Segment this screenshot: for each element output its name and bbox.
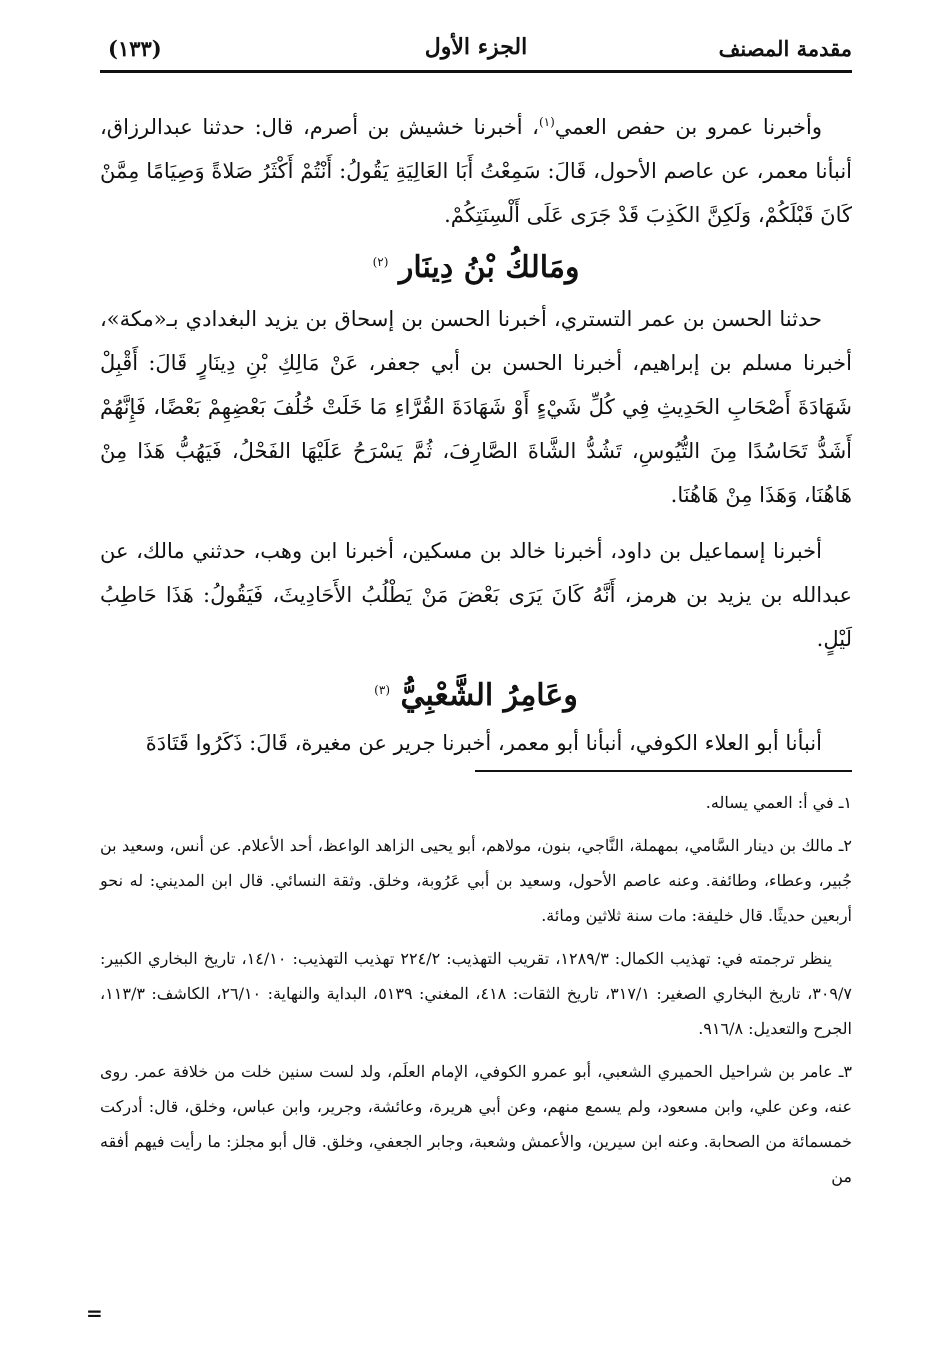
section-title-shabi <box>100 665 852 721</box>
footnote-ref-2[interactable]: (٢) <box>372 255 389 269</box>
paragraph-2: حدثنا الحسن بن عمر التستري، أخبرنا الحسن بن إسحاق بن يزيد البغدادي بـ«مكة»، أخبرنا مسلم بن إبراهيم، أخبرنا الحسن بن أبي جعفر، عَنْ مَالِكِ بْنِ دِينَارٍ قَالَ: أَقْبِلْ شَهَادَةَ أَصْحَابِ الحَدِيثِ فِي كُلِّ شَيْءٍ أَوْ شَهَادَةَ القُرَّاءِ مَا خَلَتْ خُلُفَ بَعْضِهِمْ بَعْضًا، فَإِنَّهُمْ أَشَدُّ تَحَاسُدًا مِنَ التُّيُوسِ، تَشُدُّ الشَّاةَ الصَّارِفَ، ثُمَّ يَسْرَحُ عَلَيْهَا الفَحْلُ، فَيَهُبُّ هَذَا مِنْ هَاهُنَا، وَهَذَا مِنْ هَاهُنَا. <box>100 307 852 507</box>
footnote-separator <box>475 770 852 772</box>
paragraph-1-text-a: وأخبرنا عمرو بن حفص العمي <box>554 115 822 139</box>
footnote-2-references: ينظر ترجمته في: تهذيب الكمال: ١٢٨٩/٣، تقريب التهذيب: ٢٢٤/٢ تهذيب التهذيب: ١٤/١٠، تاريخ البخاري الكبير: ٣٠٩/٧، تاريخ البخاري الصغير: ٣١٧/١، تاريخ الثقات: ٤١٨، المغني: ٥١٣٩، البداية والنهاية: ٢٦/١٠، الكاشف: ١١٣/٣، الجرح والتعديل: ٩١٦/٨. <box>100 949 852 1038</box>
section-title-shabi-text: وعَامِرُ الشَّعْبِيُّ <box>400 678 578 713</box>
page-header <box>100 30 852 73</box>
continuation-mark: = <box>86 1301 103 1325</box>
footnote-ref-1[interactable]: (١) <box>538 115 555 129</box>
page-number: (١٣٣) <box>108 36 162 61</box>
footnote-2: ٢ـ مالك بن دينار السَّامي، بمهملة، النَّاجي، بنون، مولاهم، أبو يحيى الزاهد الواعظ، أحد الأعلام. عن أنس، وسعيد بن جُبير، وعطاء، وطائفة. وعنه عاصم الأحول، وسعيد بن أبي عَرُوبة، وخلق. وثقة النسائي. قال ابن المديني: له نحو أربعين حديثًا. قال خليفة: مات سنة ثلاثين ومائة. <box>100 836 852 925</box>
main-text <box>100 100 852 765</box>
header-volume: الجزء الأول <box>424 34 528 60</box>
footnote-3: ٣ـ عامر بن شراحيل الحميري الشعبي، أبو عمرو الكوفي، الإمام العلَم، ولد لست سنين خلت من خلافة عمر. روى عنه، وعن علي، وابن مسعود، ولم يسمع منهم، وعن أبي هريرة، وعائشة، وجرير، وابن عباس، وخلق، قال: أدركت خمسمائة من الصحابة. وعنه ابن سيرين، والأعمش وشعبة، وجابر الجعفي، وخلق. قال أبو مجلز: ما رأيت فيهم أفقه من <box>100 1062 852 1186</box>
footnote-ref-3[interactable]: (٣) <box>374 683 390 697</box>
paragraph-1 <box>100 100 852 237</box>
footnotes <box>100 785 852 1202</box>
footnote-1: ١ـ في أ: العمي يساله. <box>705 793 852 812</box>
section-title-malik-text: ومَالكُ بْنُ دِينَار <box>398 250 580 285</box>
paragraph-4: أنبأنا أبو العلاء الكوفي، أنبأنا أبو معمر، أخبرنا جرير عن مغيرة، قَالَ: ذَكَرُوا قَتَادَةَ <box>145 731 822 755</box>
paragraph-3: أخبرنا إسماعيل بن داود، أخبرنا خالد بن مسكين، أخبرنا ابن وهب، حدثني مالك، عن عبدالله بن يزيد بن هرمز، أَنَّهُ كَانَ يَرَى بَعْضَ مَنْ يَطْلُبُ الأَحَادِيثَ، فَيَقُولُ: هَذَا حَاطِبُ لَيْلٍ. <box>100 539 852 651</box>
paragraph-1-text-b: ، أخبرنا خشيش بن أصرم، قال: حدثنا عبدالرزاق، أنبأنا معمر، عن عاصم الأحول، قَالَ: سَمِعْتُ أَبَا العَالِيَةِ يَقُولُ: أَنْتُمْ أَكْثَرُ صَلاةً وَصِيَامًا مِمَّنْ كَانَ قَبْلَكُمْ، وَلَكِنَّ الكَذِبَ قَدْ جَرَى عَلَى أَلْسِنَتِكُمْ. <box>100 115 852 227</box>
section-title-malik <box>100 237 852 293</box>
header-section-title: مقدمة المصنف <box>718 36 852 61</box>
